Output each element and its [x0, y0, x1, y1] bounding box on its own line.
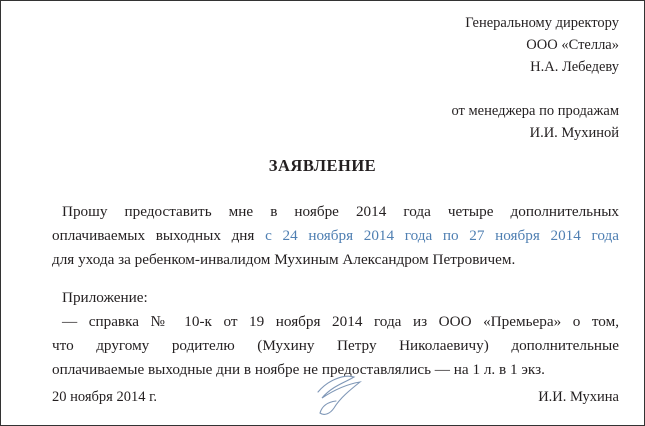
attachment-line-2: что другому родителю (Мухину Петру Николаевичу) дополнительные [52, 337, 619, 354]
request-line-3: для ухода за ребенком-инвалидом Мухиным Александром Петровичем. [52, 251, 516, 268]
signer-name: И.И. Мухина [538, 389, 619, 405]
sender-name: И.И. Мухиной [529, 125, 619, 141]
request-line-1: Прошу предоставить мне в ноябре 2014 года четыре дополнительных [62, 203, 619, 220]
addressee-company: ООО «Стелла» [526, 37, 619, 53]
document-date: 20 ноября 2014 г. [52, 389, 158, 405]
document-title: ЗАЯВЛЕНИЕ [268, 156, 377, 175]
request-line-2 [52, 224, 619, 248]
addressee-name: Н.А. Лебедеву [530, 59, 619, 75]
attachment-label: Приложение: [62, 289, 148, 306]
addressee-position: Генеральному директору [465, 15, 619, 31]
addressee-gap [451, 78, 619, 100]
attachment-line-1: — справка № 10-к от 19 ноября 2014 года из ООО «Премьера» о том, [62, 313, 619, 330]
sender-position: от менеджера по продажам [451, 103, 619, 119]
request-paragraph [52, 200, 619, 272]
request-line-2-text: оплачиваемых выходных дня [52, 227, 255, 244]
attachment-line-3: оплачиваемые выходные дни в ноябре не предоставлялись — на 1 л. в 1 экз. [52, 361, 545, 378]
addressee-block [451, 12, 619, 144]
handwritten-signature [310, 368, 366, 420]
leave-dates: с 24 ноября 2014 года по 27 ноября 2014 года [265, 227, 619, 244]
